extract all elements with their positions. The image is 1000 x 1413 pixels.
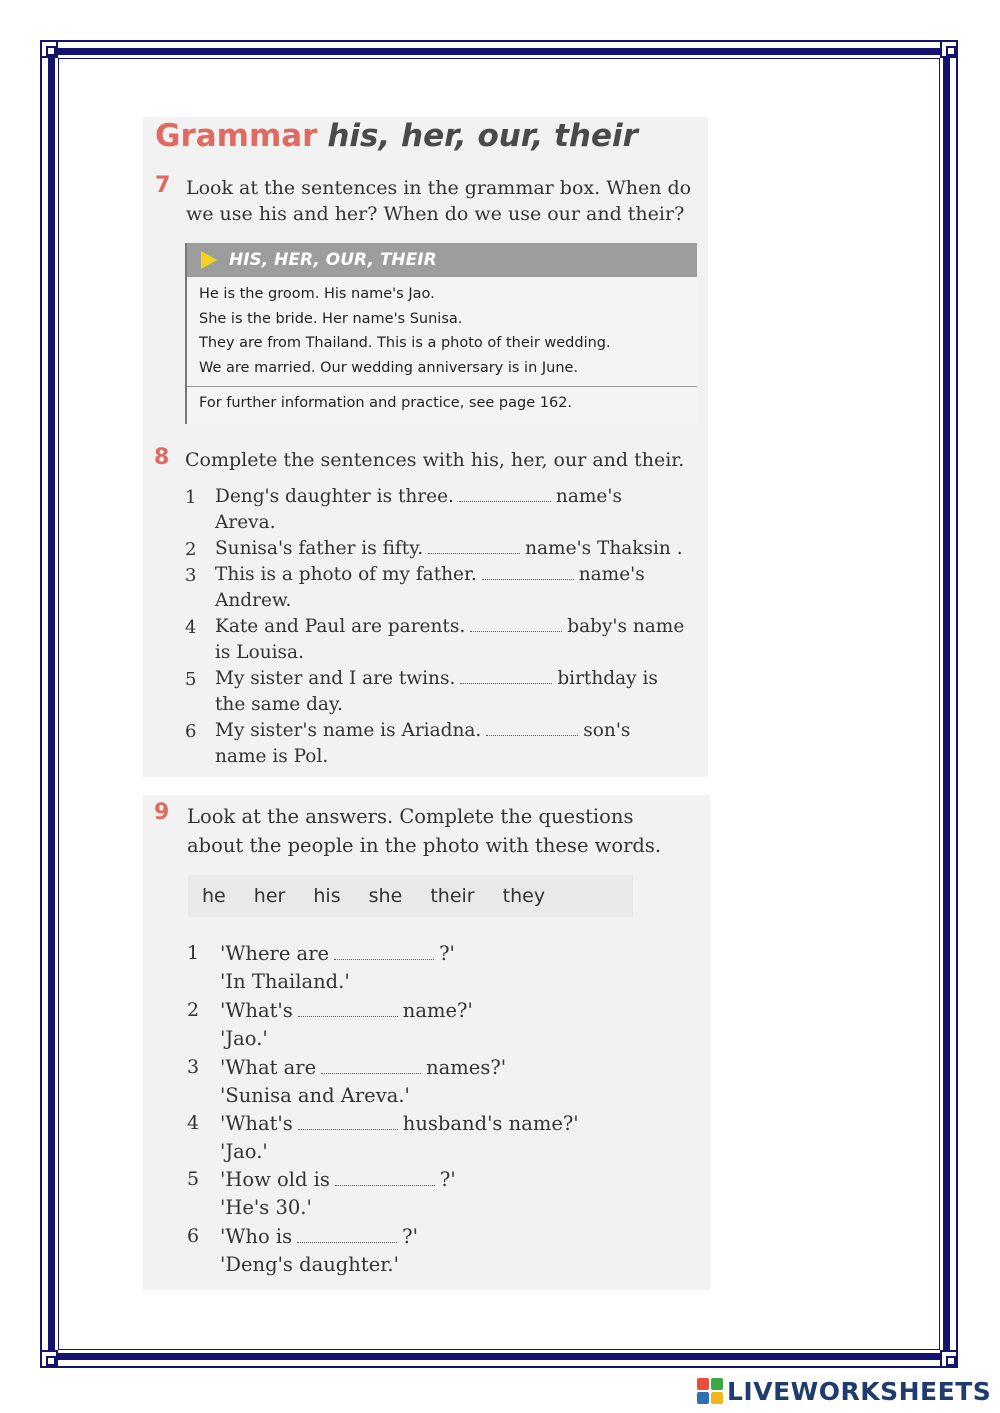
exercise-9-number: 9 — [154, 800, 170, 825]
sentence-item: Sunisa's father is fifty. name's Thaksin . — [215, 538, 683, 559]
item-number: 5 — [185, 669, 197, 690]
corner-ornament — [940, 40, 958, 58]
logo-icon — [697, 1378, 723, 1404]
corner-ornament — [940, 1350, 958, 1368]
sentence-item: My sister's name is Ariadna. son's name is Pol. — [215, 720, 631, 767]
logo-text: LIVEWORKSHEETS — [727, 1376, 992, 1406]
item-number: 3 — [185, 565, 197, 586]
grammar-example: She is the bride. Her name's Sunisa. — [199, 310, 463, 327]
word-bank — [188, 875, 633, 917]
grammar-box-title: HIS, HER, OUR, THEIR — [229, 250, 437, 270]
answer-blank[interactable] — [335, 1173, 435, 1186]
instruction-line: Look at the sentences in the grammar box. When do — [186, 177, 692, 199]
word-chip: their — [430, 885, 475, 907]
question-item: 'What are names?' 'Sunisa and Areva.' — [220, 1056, 507, 1107]
arrow-icon — [201, 251, 217, 269]
answer-blank[interactable] — [428, 541, 520, 554]
item-number: 1 — [185, 487, 197, 508]
answer-blank[interactable] — [321, 1061, 421, 1074]
word-chip: her — [253, 885, 286, 907]
exercise-8-instruction: Complete the sentences with his, her, our and their. — [185, 449, 685, 471]
item-number: 6 — [187, 1225, 200, 1247]
question-item: 'How old is ?' 'He's 30.' — [220, 1168, 456, 1219]
title-grammar: Grammar — [155, 118, 318, 154]
answer-blank[interactable] — [298, 1004, 398, 1017]
item-number: 2 — [185, 539, 197, 560]
question-item: 'Who is ?' 'Deng's daughter.' — [220, 1225, 418, 1276]
title-topic: his, her, our, their — [327, 118, 638, 154]
page-title — [155, 118, 638, 154]
grammar-box — [185, 243, 697, 424]
sentence-item: My sister and I are twins. birthday is the same day. — [215, 668, 658, 715]
question-item: 'Where are ?' 'In Thailand.' — [220, 942, 455, 993]
sentence-item: Deng's daughter is three. name's Areva. — [215, 486, 622, 533]
word-chip: they — [502, 885, 546, 907]
answer-blank[interactable] — [486, 723, 578, 736]
corner-ornament — [40, 1350, 58, 1368]
sentence-item: This is a photo of my father. name's Andrew. — [215, 564, 645, 611]
item-number: 2 — [187, 999, 200, 1021]
sentence-item: Kate and Paul are parents. baby's name is Louisa. — [215, 616, 685, 663]
answer-blank[interactable] — [460, 671, 552, 684]
exercise-7-number: 7 — [155, 173, 171, 198]
word-chip: she — [368, 885, 403, 907]
instruction-line: about the people in the photo with these words. — [187, 834, 662, 857]
answer-blank[interactable] — [470, 619, 562, 632]
answer-blank[interactable] — [298, 1117, 398, 1130]
item-number: 6 — [185, 721, 197, 742]
answer-blank[interactable] — [334, 947, 434, 960]
word-chip: he — [202, 885, 226, 907]
grammar-example: We are married. Our wedding anniversary is in June. — [199, 359, 579, 376]
grammar-box-header — [187, 243, 697, 277]
item-number: 4 — [187, 1112, 200, 1134]
item-number: 5 — [187, 1168, 200, 1190]
answer-blank[interactable] — [297, 1230, 397, 1243]
grammar-box-footer: For further information and practice, see page 162. — [199, 395, 573, 411]
answer-blank[interactable] — [482, 567, 574, 580]
instruction-line: Look at the answers. Complete the questions — [187, 805, 634, 828]
answer-blank[interactable] — [459, 489, 551, 502]
exercise-8-number: 8 — [154, 445, 170, 470]
grammar-example: He is the groom. His name's Jao. — [199, 286, 435, 302]
instruction-line: we use his and her? When do we use our and their? — [186, 203, 685, 225]
liveworksheets-logo[interactable] — [697, 1376, 991, 1406]
item-number: 4 — [185, 617, 197, 638]
question-item: 'What's name?' 'Jao.' — [220, 999, 473, 1050]
question-item: 'What's husband's name?' 'Jao.' — [220, 1112, 579, 1163]
exercise-9-instruction — [187, 802, 661, 860]
grammar-example: They are from Thailand. This is a photo of their wedding. — [199, 335, 611, 351]
corner-ornament — [40, 40, 58, 58]
exercise-7-instruction — [186, 175, 691, 227]
item-number: 1 — [187, 942, 200, 964]
item-number: 3 — [187, 1056, 200, 1078]
word-chip: his — [313, 885, 341, 907]
